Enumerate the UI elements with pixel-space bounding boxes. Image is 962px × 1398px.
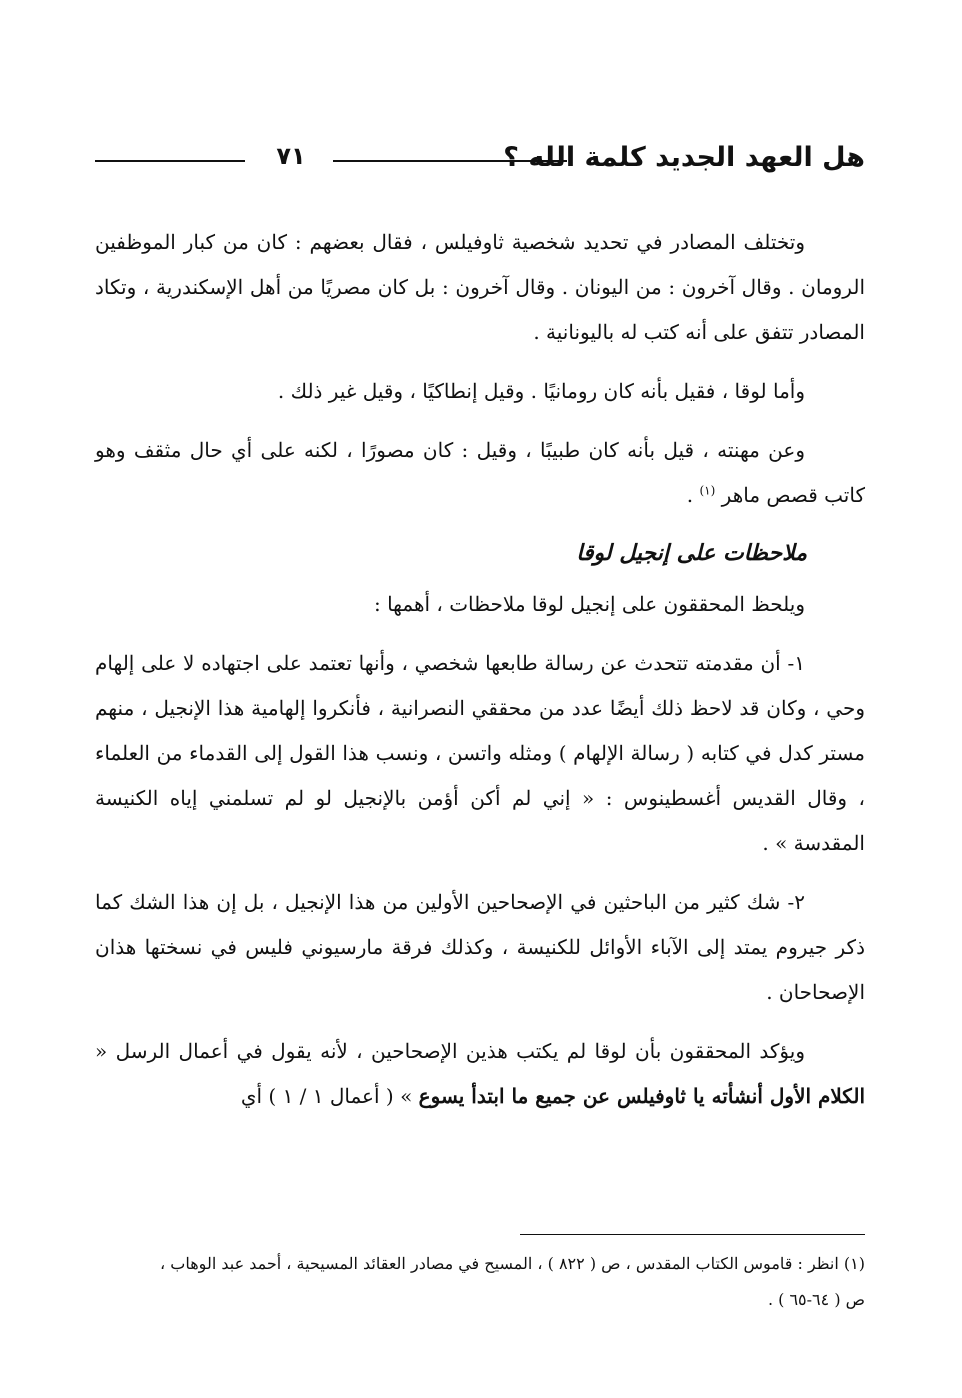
list-item-1: ١- أن مقدمته تتحدث عن رسالة طابعها شخصي ، وأنها تعتمد على اجتهاده لا على إلهام وحي ، وكان قد لاحظ ذلك أيضًا عدد من محققي النصرانية ، فأنكروا إلهامية هذا الإنجيل ، منهم مستر كدل في كتابه ( رسالة الإلهام ) ومثله واتسن ، ونسب هذا القول إلى القدماء من العلماء ، وقال القديس أغسطينوس : « إني لم أكن أؤمن بالإنجيل لو لم تسلمني إياه الكنيسة المقدسة » . [95,651,865,855]
footnote-rule [520,1234,865,1235]
footnote-line-2: ص ( ٦٤-٦٥ ) . [767,1290,865,1309]
paragraph-acts-text-b: » ( أعمال ١ / ١ ) أي [240,1084,419,1108]
paragraph-theophilus: وتختلف المصادر في تحديد شخصية ثاوفيلس ، فقال بعضهم : كان من كبار الموظفين الرومان . وقال آخرون : من اليونان . وقال آخرون : بل كان مصريًا من أهل الإسكندرية ، وتكاد المصادر تتفق على أنه كتب له باليونانية . [95,230,865,344]
list-item-2: ٢- شك كثير من الباحثين في الإصحاحين الأولين من هذا الإنجيل ، بل إن هذا الشك كما ذكر جيروم يمتد إلى الآباء الأوائل للكنيسة ، وكذلك فرقة مارسيوني فليس في نسختها هذان الإصحاحان . [95,890,865,1004]
paragraph-acts-text-a: ويؤكد المحققون بأن لوقا لم يكتب هذين الإصحاحين ، لأنه يقول في أعمال الرسل « [95,1039,805,1063]
paragraph-luke-profession [95,428,865,518]
acts-quote-bold: الكلام الأول أنشأته يا ثاوفيلس عن جميع ما ابتدأ يسوع [418,1084,865,1108]
running-header [95,138,865,182]
paragraph-intro: ويلحظ المحققون على إنجيل لوقا ملاحظات ، أهمها : [373,592,805,616]
footnote [95,1246,865,1318]
section-heading: ملاحظات على إنجيل لوقا [576,541,807,566]
header-rule-short [95,160,245,162]
footnote-line-1: (١) انظر : قاموس الكتاب المقدس ، ص ( ٨٢٢ ) ، المسيح في مصادر العقائد المسيحية ، أحمد عبد الوهاب ، [160,1254,865,1273]
paragraph-luke-origin: وأما لوقا ، فقيل بأنه كان رومانيًا . وقيل إنطاكيًا ، وقيل غير ذلك . [277,379,805,403]
paragraph-acts-quote [95,1029,865,1119]
paragraph-luke-profession-text: وعن مهنته ، قيل بأنه كان طبيبًا ، وقيل : كان مصورًا ، لكنه على أي حال مثقف وهو كاتب قصص ماهر [95,438,865,507]
page-number: ٧١ [276,142,306,170]
body-text [95,220,865,1133]
running-title: هل العهد الجديد كلمة الله ؟ [503,142,865,173]
header-rule-long [333,160,567,162]
footnote-reference: (١) [699,483,716,498]
paragraph-end-mark: . [686,483,700,507]
